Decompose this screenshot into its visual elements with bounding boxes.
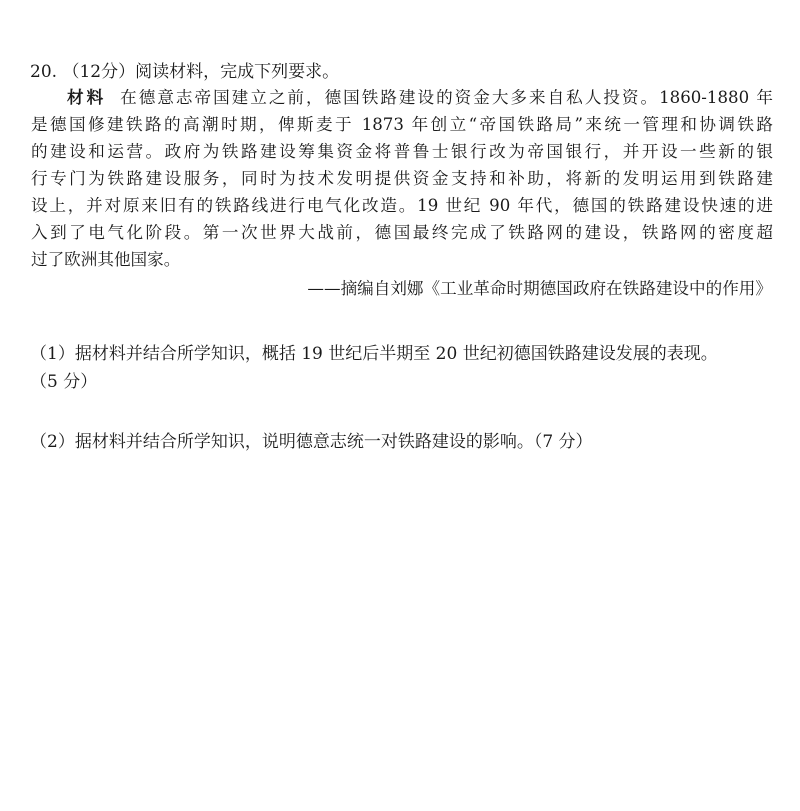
material-line — [31, 84, 773, 111]
material-line: 设上，并对原来旧有的铁路线进行电气化改造。19 世纪 90 年代，德国的铁路建设快速的进 — [31, 196, 773, 215]
material-passage — [31, 84, 773, 273]
material-line: 的建设和运营。政府为铁路建设筹集资金将普鲁士银行改为帝国银行，并开设一些新的银 — [31, 142, 773, 161]
material-line-text: 在德意志帝国建立之前，德国铁路建设的资金大多来自私人投资。1860-1880 年 — [120, 88, 774, 107]
sub-question-1-points: （5 分） — [30, 372, 98, 392]
material-line: 入到了电气化阶段。第一次世界大战前，德国最终完成了铁路网的建设，铁路网的密度超 — [31, 223, 773, 242]
material-label: 材料 — [67, 88, 107, 107]
question-header: 20. （12分）阅读材料，完成下列要求。 — [30, 62, 340, 82]
sub-question-1: （1）据材料并结合所学知识，概括 19 世纪后半期至 20 世纪初德国铁路建设发展的表现。 — [30, 344, 718, 364]
material-source: ——摘编自刘娜《工业革命时期德国政府在铁路建设中的作用》 — [307, 279, 772, 298]
material-line: 行专门为铁路建设服务，同时为技术发明提供资金支持和补助，将新的发明运用到铁路建 — [31, 169, 773, 188]
material-line: 过了欧洲其他国家。 — [31, 250, 181, 269]
material-line: 是德国修建铁路的高潮时期，俾斯麦于 1873 年创立“帝国铁路局”来统一管理和协调铁路 — [31, 115, 773, 134]
sub-question-2: （2）据材料并结合所学知识，说明德意志统一对铁路建设的影响。（7 分） — [30, 432, 593, 452]
